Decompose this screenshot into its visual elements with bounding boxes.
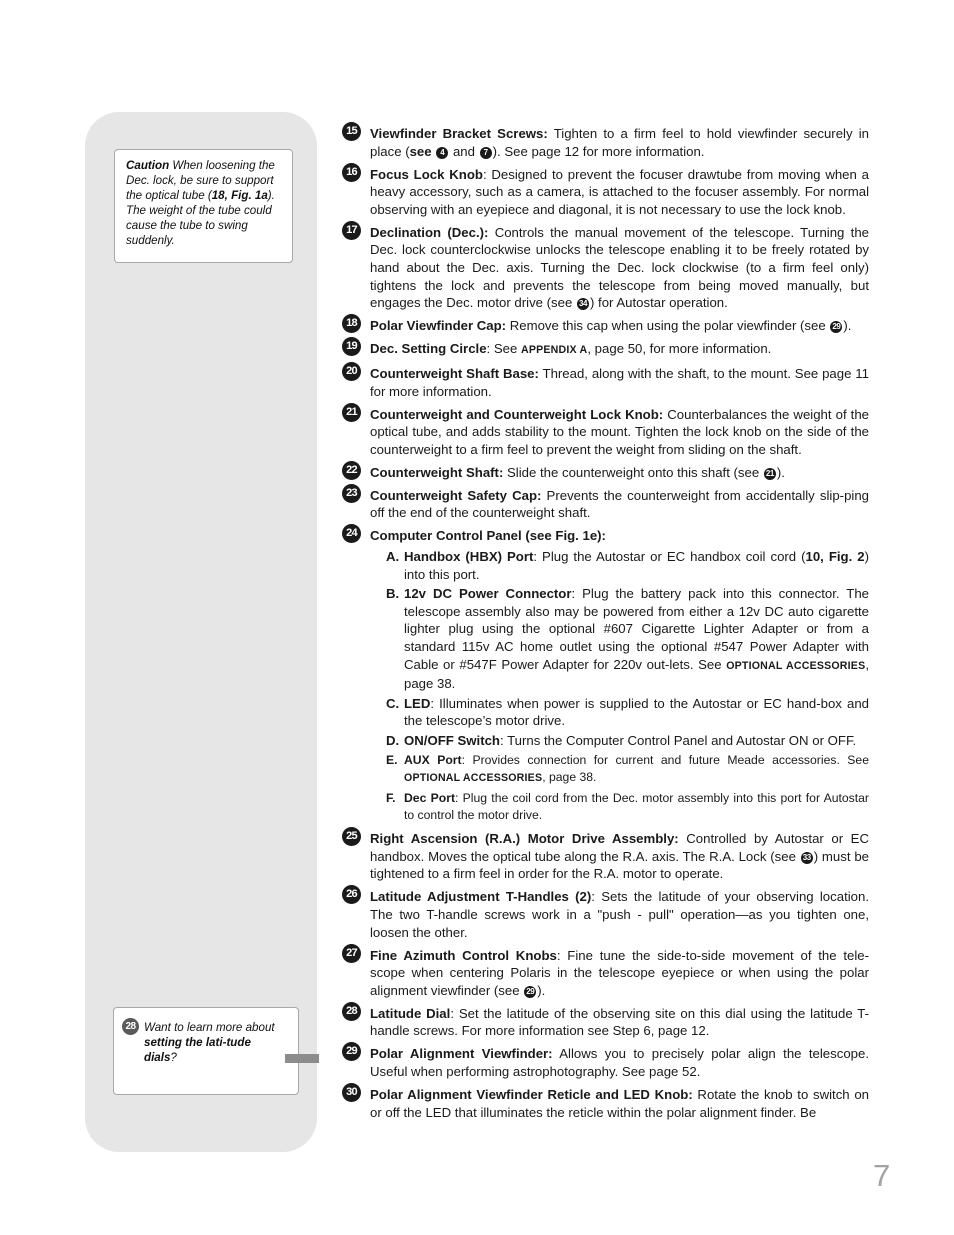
item-title: Focus Lock Knob [370, 166, 483, 182]
list-item-30 [342, 1086, 869, 1121]
item-number-icon: 25 [342, 827, 361, 846]
list-item-29 [342, 1045, 869, 1080]
list-item-26 [342, 888, 869, 941]
list-item-16 [342, 166, 869, 219]
item-title: Latitude Dial [370, 1005, 451, 1021]
item-number-icon: 23 [342, 484, 361, 503]
item-text: Counterbalances the weight of the optical tube, and adds stability to the mount. Tighten the lock knob on the side of the counterweight to a firm feel to prevent the weight from sliding on the shaft. [370, 406, 870, 457]
item-title: Latitude Adjustment T-Handles (2) [370, 889, 592, 905]
item-title: Polar Viewfinder Cap: [370, 318, 507, 334]
panel-item-a [386, 548, 869, 583]
item-text-end: ). [776, 464, 785, 480]
list-item-24 [342, 527, 869, 825]
caution-text-end: ). The weight of the tube could cause the tube to swing suddenly. [126, 189, 275, 247]
item-number-icon: 26 [342, 885, 361, 904]
list-item-15 [342, 125, 869, 160]
item-text: Remove this cap when using the polar viewfinder (see [506, 318, 830, 334]
panel-letter: C. [386, 695, 400, 711]
item-number-icon: 22 [342, 461, 361, 480]
list-item-19 [342, 340, 869, 360]
tip-text: Want to learn more about [144, 1021, 275, 1034]
list-item-21 [342, 406, 869, 459]
tip-connector [285, 1054, 319, 1063]
item-text: Controls the manual movement of the telescope. Turning the Dec. lock counterclockwise unlocks the telescope enabling it to be freely rotated by hand about the Dec. axis. Turning the Dec. lock clockwise (to a firm feel only) tightens the lock and prevents the telescope from being moved manually, but engages the Dec. motor drive (see [370, 224, 869, 311]
ref-number-icon: 29 [830, 321, 842, 333]
item-title: Counterweight and Counterweight Lock Knob: [370, 406, 664, 422]
panel-text-end: , page 38. [404, 656, 870, 692]
item-number-icon: 27 [342, 944, 361, 963]
panel-title: Handbox (HBX) Port [404, 548, 534, 564]
panel-smallcaps: OPTIONAL ACCESSORIES [404, 772, 543, 785]
panel-item-d [386, 732, 869, 750]
panel-item-c [386, 695, 869, 730]
item-title: Viewfinder Bracket Screws: [370, 126, 548, 141]
item-text: : See [486, 341, 521, 357]
tip-note [113, 1007, 299, 1095]
item-title: Fine Azimuth Control Knobs [370, 947, 557, 963]
item-text: : Sets the latitude of your observing location. The two T-handle screws work in a "push - pull" operation—as you tighten one, loosen the other. [370, 889, 869, 940]
panel-letter: A. [386, 548, 400, 564]
sidebar-panel [85, 112, 317, 1152]
item-title: Polar Alignment Viewfinder: [370, 1046, 553, 1062]
panel-item-b [386, 585, 869, 693]
item-title: Counterweight Safety Cap: [370, 487, 542, 503]
caution-label: Caution [126, 159, 170, 172]
item-title: Dec. Setting Circle [370, 341, 487, 357]
item-text: : Set the latitude of the observing site on this dial using the latitude T-handle screws. For more information see Step 6, page 12. [370, 1005, 869, 1039]
panel-text-end: , page 38. [542, 770, 597, 785]
panel-item-e [386, 752, 869, 788]
item-number-icon: 15 [342, 122, 361, 141]
panel-ref: 10, Fig. 2 [805, 548, 865, 564]
tip-text-end: ? [170, 1051, 177, 1064]
list-item-20 [342, 365, 869, 400]
page-number: 7 [873, 1158, 891, 1193]
panel-title: 12v DC Power Connector [404, 586, 572, 602]
item-text: Slide the counterweight onto this shaft (see [503, 464, 763, 480]
panel-item-f [386, 790, 869, 825]
item-text: Tighten to a firm feel to hold viewfinder securely in place ( [370, 126, 869, 159]
ref-number-icon: 7 [480, 147, 492, 159]
item-text: Rotate the knob to switch on or off the LED that illuminates the reticle within the polar alignment finder. Be [370, 1086, 869, 1120]
item-smallcaps: APPENDIX A [521, 344, 588, 357]
control-panel-list [386, 548, 869, 825]
item-number-icon: 19 [342, 337, 361, 356]
ref-number-icon: 29 [524, 986, 536, 998]
panel-smallcaps: OPTIONAL ACCESSORIES [726, 659, 866, 672]
item-text-and: and [449, 143, 479, 159]
ref-number-icon: 21 [764, 468, 776, 480]
item-number-icon: 18 [342, 314, 361, 333]
item-number-icon: 28 [342, 1002, 361, 1021]
item-text: Allows you to precisely polar align the telescope. Useful when performing astrophotography. See page 52. [370, 1046, 869, 1079]
item-title: Computer Control Panel (see Fig. 1e): [370, 528, 606, 544]
list-item-27 [342, 947, 869, 1000]
caution-text: When loosening the Dec. lock, be sure to support the optical tube ( [126, 159, 275, 202]
item-title: Counterweight Shaft Base: [370, 366, 539, 382]
panel-title: Dec Port [404, 790, 455, 805]
panel-text: : Illuminates when power is supplied to the Autostar or EC hand-box and the telescope’s motor drive. [404, 695, 869, 729]
panel-letter: D. [386, 732, 400, 748]
panel-text: : Plug the battery pack into this connector. The telescope assembly also may be powered from either a 12v DC auto cigarette lighter plug using the optional #607 Cigarette Lighter Adapter or from a standard 115v AC home outlet using the optional #547 Power Adapter with Cable or #547F Power Adapter for 220v out-lets. See [404, 586, 869, 672]
panel-title: AUX Port [404, 752, 462, 767]
item-title: Declination (Dec.): [370, 224, 489, 240]
panel-title: LED [404, 695, 431, 711]
tip-bold: setting the lati-tude dials [144, 1036, 251, 1064]
list-item-28 [342, 1005, 869, 1040]
item-number-icon: 29 [342, 1042, 361, 1061]
item-text: : Designed to prevent the focuser drawtube from moving when a heavy accessory, such as a camera, is attached to the focuser assembly. For normal observing with an eyepiece and diagonal, it is not necessary to use the lock knob. [370, 166, 869, 217]
ref-number-icon: 4 [436, 147, 448, 159]
item-text-end: ) must be tightened to a firm feel in order for the R.A. motor to operate. [370, 848, 869, 882]
caution-note [114, 149, 293, 263]
item-see: see [409, 143, 432, 159]
panel-text: : Turns the Computer Control Panel and Autostar ON or OFF. [499, 732, 857, 748]
item-text: : Fine tune the side-to-side movement of the tele-scope when centering Polaris in the telescope eyepiece or when using the polar alignment viewfinder (see [370, 947, 870, 998]
list-item-18 [342, 317, 869, 335]
list-item-23 [342, 487, 869, 522]
item-text: Thread, along with the shaft, to the mount. See page 11 for more information. [370, 366, 869, 399]
item-title: Polar Alignment Viewfinder Reticle and LED Knob: [370, 1086, 693, 1102]
panel-title: ON/OFF Switch [404, 732, 500, 748]
item-number-icon: 16 [342, 163, 361, 182]
item-text-end: ) for Autostar operation. [589, 295, 728, 311]
panel-text-end: ) into this port. [404, 548, 869, 582]
item-number-icon: 21 [342, 403, 361, 422]
item-text-end: ). See page 12 for more information. [492, 143, 705, 159]
list-item-22 [342, 464, 869, 482]
panel-text: : Plug the coil cord from the Dec. motor assembly into this port for Autostar to control the motor drive. [404, 790, 869, 823]
panel-letter: F. [386, 790, 396, 805]
item-title: Counterweight Shaft: [370, 464, 504, 480]
item-text: Controlled by Autostar or EC handbox. Moves the optical tube along the R.A. axis. The R.A. Lock (see [370, 831, 869, 864]
panel-text: : Provides connection for current and future Meade accessories. See [461, 752, 869, 767]
parts-list [342, 125, 869, 1127]
caution-ref: 18, Fig. 1a [211, 189, 268, 202]
panel-letter: B. [386, 586, 400, 602]
item-number-icon: 30 [342, 1083, 361, 1102]
item-text: Prevents the counterweight from accidentally slip-ping off the end of the counterweight shaft. [370, 487, 870, 521]
item-number-icon: 20 [342, 362, 361, 381]
tip-number-icon: 28 [122, 1018, 139, 1035]
item-text-end: ). [537, 982, 546, 998]
ref-number-icon: 33 [801, 852, 813, 864]
panel-letter: E. [386, 752, 398, 767]
item-title: Right Ascension (R.A.) Motor Drive Assembly: [370, 831, 679, 847]
list-item-17 [342, 224, 869, 312]
list-item-25 [342, 830, 869, 883]
item-text-end: ). [843, 318, 852, 334]
item-number-icon: 17 [342, 221, 361, 240]
item-text-end: , page 50, for more information. [587, 341, 772, 357]
panel-text: : Plug the Autostar or EC handbox coil cord ( [533, 548, 806, 564]
item-number-icon: 24 [342, 524, 361, 543]
ref-number-icon: 34 [577, 298, 589, 310]
